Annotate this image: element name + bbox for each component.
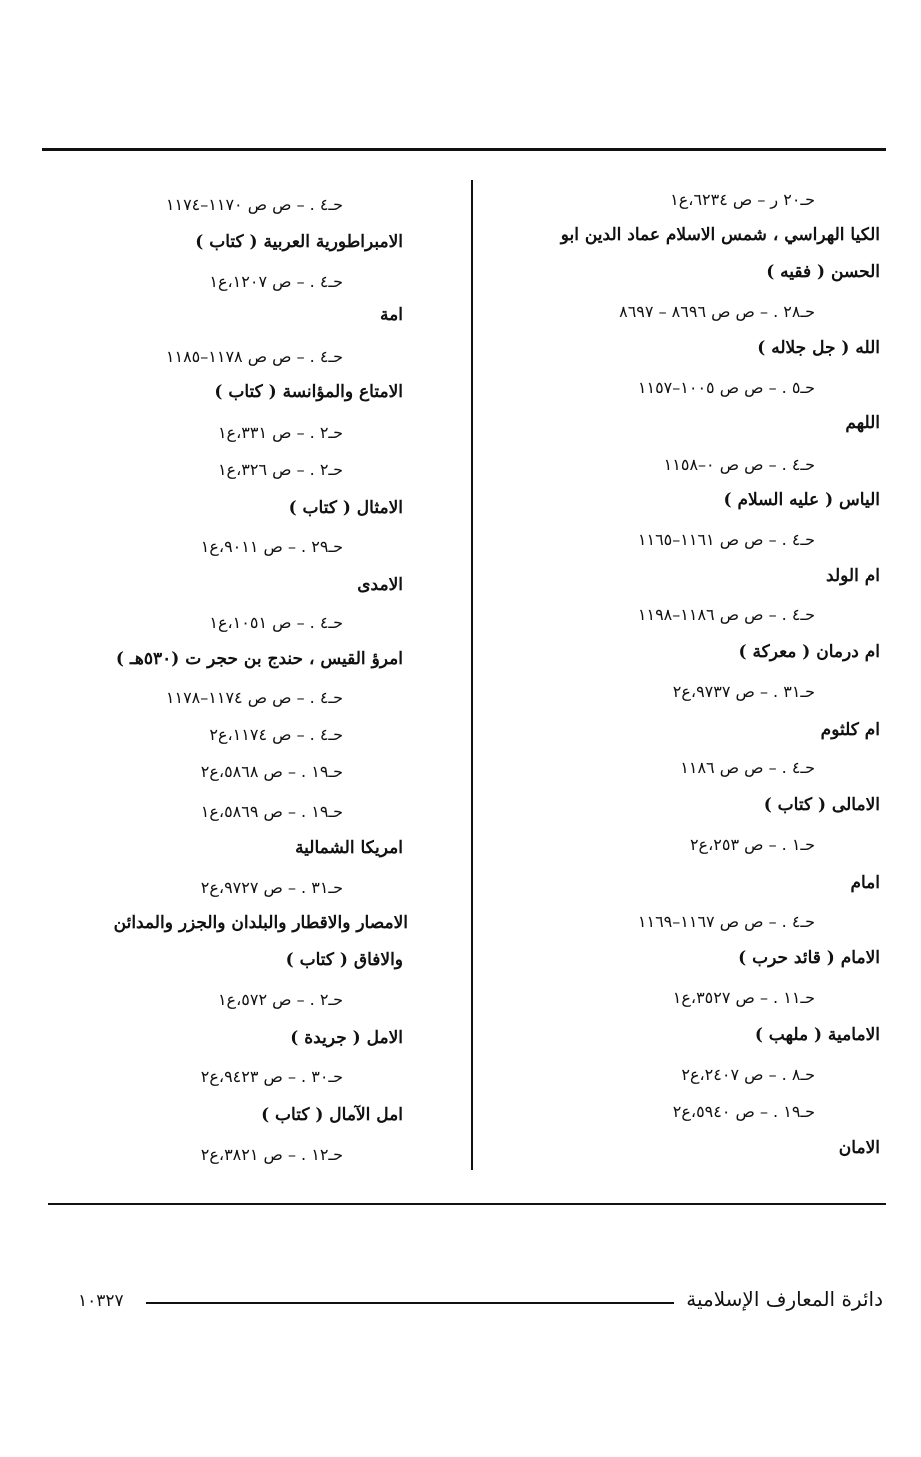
entry-reference: حـ٢ . – ص ٣٣١،ع١ bbox=[217, 423, 343, 442]
entry-reference: حـ٤ . – ص ص ١١٦٧–١١٦٩ bbox=[637, 912, 815, 931]
entry-reference: حـ٤ . – ص ص ١١٧٤–١١٧٨ bbox=[165, 688, 343, 707]
entry-heading: ام الولد bbox=[826, 566, 880, 586]
entry-reference: حـ١٩ . – ص ٥٨٦٨،ع٢ bbox=[200, 762, 343, 781]
entry-reference: حـ٢٨ . – ص ص ٨٦٩٦ – ٨٦٩٧ bbox=[619, 302, 815, 321]
entry-reference: حـ٤ . – ص ص ١١٦١–١١٦٥ bbox=[637, 530, 815, 549]
entry-reference: حـ١ . – ص ٢٥٣،ع٢ bbox=[689, 835, 815, 854]
column-divider bbox=[471, 180, 473, 1170]
entry-heading: الياس ( عليه السلام ) bbox=[723, 490, 880, 510]
entry-reference: حـ٤ . – ص ص ١١٧٨–١١٨٥ bbox=[165, 347, 343, 366]
footer-rule bbox=[146, 1302, 674, 1304]
footer-title: دائرة المعارف الإسلامية bbox=[686, 1287, 883, 1311]
entry-heading: والافاق ( كتاب ) bbox=[285, 950, 403, 970]
top-rule bbox=[42, 148, 886, 151]
entry-heading: الامالى ( كتاب ) bbox=[763, 795, 880, 815]
entry-reference: حـ٤ . – ص ص ١١٨٦ bbox=[680, 758, 815, 777]
page-number: ١٠٣٢٧ bbox=[78, 1291, 124, 1311]
entry-heading: الكيا الهراسي ، شمس الاسلام عماد الدين ابو bbox=[560, 225, 880, 245]
entry-reference: حـ١٩ . – ص ٥٨٦٩،ع١ bbox=[200, 802, 343, 821]
entry-reference: حـ٤ . – ص ١١٧٤،ع٢ bbox=[209, 725, 343, 744]
entry-reference: حـ١٩ . – ص ٥٩٤٠،ع٢ bbox=[672, 1102, 815, 1121]
entry-reference: حـ٨ . – ص ٢٤٠٧،ع٢ bbox=[681, 1065, 815, 1084]
entry-heading: ام درمان ( معركة ) bbox=[738, 642, 880, 662]
left-column bbox=[48, 180, 408, 1170]
bottom-rule bbox=[48, 1203, 886, 1205]
entry-heading: الامان bbox=[838, 1138, 880, 1158]
entry-reference: حـ٤ . – ص ص ١١٨٦–١١٩٨ bbox=[637, 605, 815, 624]
entry-reference: حـ٤ . – ص ص ١١٧٠–١١٧٤ bbox=[165, 195, 343, 214]
entry-heading: امة bbox=[380, 305, 403, 325]
entry-heading: امام bbox=[850, 873, 880, 893]
entry-reference: حـ٤ . – ص ١٢٠٧،ع١ bbox=[209, 272, 343, 291]
entry-heading: الامبراطورية العربية ( كتاب ) bbox=[195, 232, 403, 252]
entry-reference: حـ٢ . – ص ٣٢٦،ع١ bbox=[217, 460, 343, 479]
entry-reference: حـ٢ . – ص ٥٧٢،ع١ bbox=[217, 990, 343, 1009]
entry-reference: حـ١٢ . – ص ٣٨٢١،ع٢ bbox=[200, 1145, 343, 1164]
entry-reference: حـ٣٠ . – ص ٩٤٢٣،ع٢ bbox=[200, 1067, 343, 1086]
entry-reference: حـ٣١ . – ص ٩٧٣٧،ع٢ bbox=[672, 682, 815, 701]
entry-heading: امل الآمال ( كتاب ) bbox=[261, 1105, 403, 1125]
entry-heading: الامتاع والمؤانسة ( كتاب ) bbox=[214, 382, 403, 402]
entry-heading: الامامية ( ملهب ) bbox=[754, 1025, 880, 1045]
entry-heading: امرؤ القيس ، حندج بن حجر ت (٥٣٠هـ ) bbox=[115, 649, 403, 669]
entry-heading: الامل ( جريدة ) bbox=[290, 1028, 403, 1048]
right-column bbox=[490, 180, 885, 1170]
entry-heading: امريكا الشمالية bbox=[295, 838, 403, 858]
entry-reference: حـ٤ . – ص ص ٠–١١٥٨ bbox=[663, 455, 815, 474]
entry-reference: حـ١١ . – ص ٣٥٢٧،ع١ bbox=[672, 988, 815, 1007]
entry-reference: حـ٢٩ . – ص ٩٠١١،ع١ bbox=[200, 537, 343, 556]
entry-heading: الامام ( قائد حرب ) bbox=[738, 948, 880, 968]
entry-heading: الله ( جل جلاله ) bbox=[757, 338, 880, 358]
entry-reference: حـ٢٠ ر – ص ٦٢٣٤،ع١ bbox=[670, 190, 815, 209]
entry-reference: حـ٤ . – ص ١٠٥١،ع١ bbox=[209, 613, 343, 632]
entry-reference: حـ٥ . – ص ص ١٠٠٥–١١٥٧ bbox=[637, 378, 815, 397]
entry-heading: ام كلثوم bbox=[820, 720, 880, 740]
entry-heading: الامصار والاقطار والبلدان والجزر والمدائن bbox=[113, 913, 408, 933]
entry-reference: حـ٣١ . – ص ٩٧٢٧،ع٢ bbox=[200, 878, 343, 897]
entry-heading: الحسن ( فقيه ) bbox=[766, 262, 880, 282]
entry-heading: اللهم bbox=[845, 413, 880, 433]
entry-heading: الامثال ( كتاب ) bbox=[288, 498, 403, 518]
entry-heading: الامدى bbox=[357, 575, 403, 595]
